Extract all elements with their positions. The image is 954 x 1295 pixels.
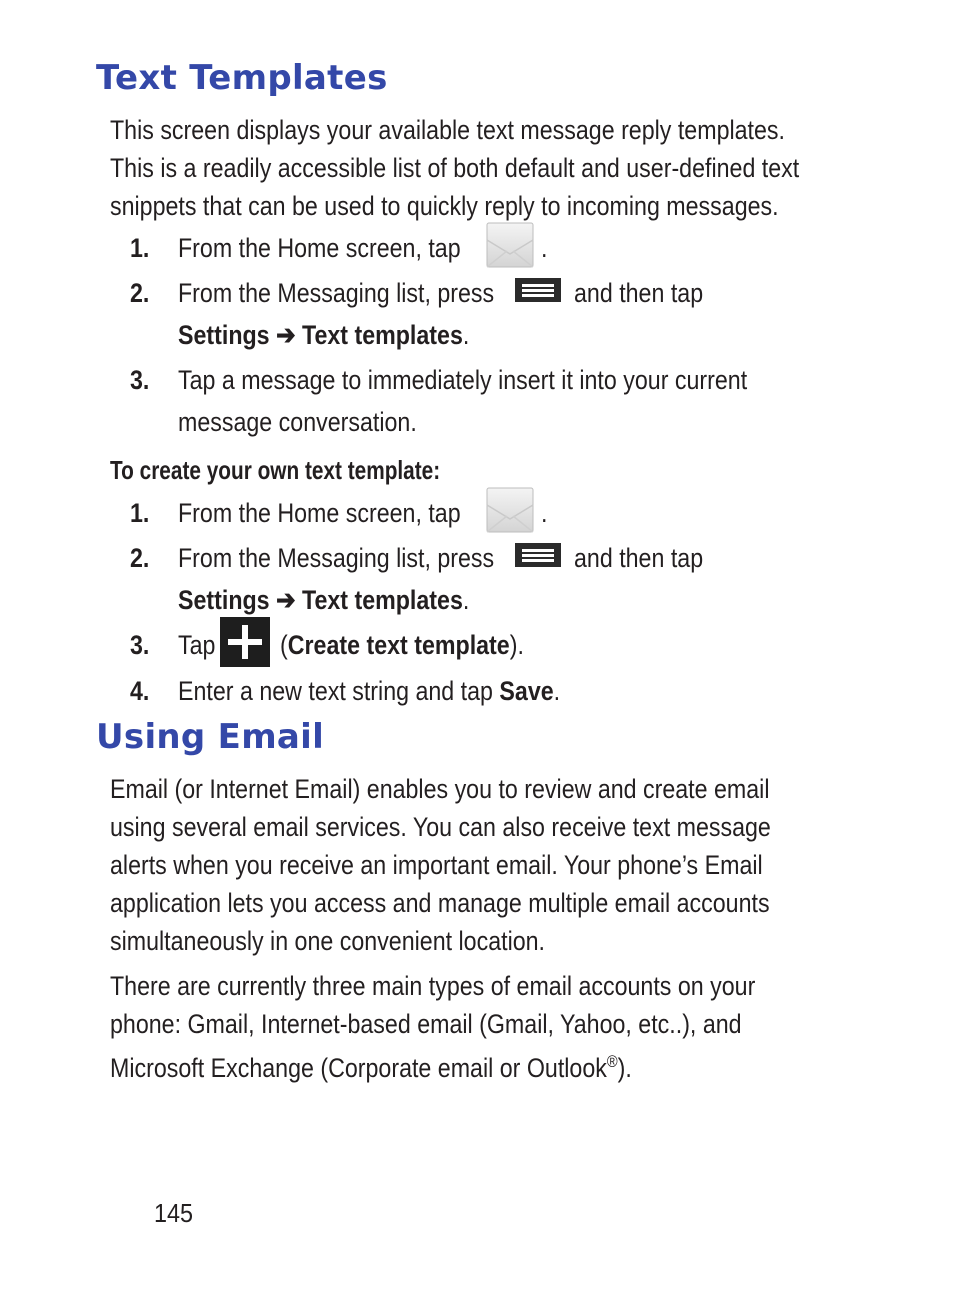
step-text: From the Home screen, tap — [178, 232, 461, 263]
step-text — [178, 676, 560, 707]
paren: ( — [279, 629, 288, 660]
step-text: Tap — [178, 629, 216, 660]
step-number: 3. — [130, 629, 150, 660]
intro-line: This screen displays your available text message reply templates. — [110, 115, 785, 145]
step-number: 2. — [130, 542, 150, 573]
step-text-end: . — [540, 232, 548, 263]
paragraph-line: application lets you access and manage multiple email accounts — [110, 888, 770, 918]
text-templates-label: Text templates — [301, 319, 463, 350]
step-number: 1. — [130, 497, 150, 528]
step-3-continued — [178, 402, 417, 442]
step-1 — [130, 228, 548, 268]
intro-paragraph — [110, 111, 799, 225]
email-paragraph-1 — [110, 770, 771, 960]
step-number: 4. — [130, 675, 150, 706]
paragraph-line — [110, 1043, 755, 1087]
step-text: Tap a message to immediately insert it into your current — [178, 364, 748, 395]
step-text-end: . — [462, 584, 470, 615]
step-3 — [130, 360, 840, 400]
step-text-end: and then tap — [573, 542, 703, 573]
settings-label: Settings — [178, 584, 270, 615]
paragraph-line: phone: Gmail, Internet-based email (Gmail, Yahoo, etc..), and — [110, 1009, 742, 1039]
step-2 — [130, 273, 724, 313]
plus-icon — [220, 617, 270, 674]
save-label: Save — [499, 675, 554, 706]
create-step-3 — [130, 625, 563, 665]
step-text: From the Messaging list, press — [178, 542, 495, 573]
settings-label: Settings — [178, 319, 270, 350]
paragraph-line: using several email services. You can also receive text message — [110, 812, 771, 842]
create-template-subheading: To create your own text template: — [110, 455, 441, 485]
create-text-template-label: Create text template — [287, 629, 510, 660]
step-text-end: and then tap — [573, 277, 703, 308]
step-number: 1. — [130, 232, 150, 263]
arrow-icon: ➔ — [276, 584, 296, 615]
paragraph-line: simultaneously in one convenient location. — [110, 926, 546, 956]
paragraph-line: Email (or Internet Email) enables you to review and create email — [110, 774, 770, 804]
menu-icon — [514, 277, 562, 310]
email-paragraph-2 — [110, 967, 755, 1087]
paragraph-text: Microsoft Exchange (Corporate email or Outlook — [110, 1053, 607, 1083]
intro-line: snippets that can be used to quickly reply to incoming messages. — [110, 191, 779, 221]
arrow-icon: ➔ — [276, 319, 296, 350]
paren: ). — [509, 629, 524, 660]
step-text: From the Messaging list, press — [178, 277, 495, 308]
step-text: message conversation. — [178, 406, 417, 437]
section-title-text-templates: Text Templates — [96, 58, 388, 98]
step-text-end: . — [540, 497, 548, 528]
create-step-1 — [130, 493, 548, 533]
envelope-icon — [485, 220, 535, 277]
section-title-using-email: Using Email — [96, 717, 325, 757]
page-number: 145 — [154, 1198, 194, 1228]
step-text-end: . — [462, 319, 470, 350]
create-step-2-continued — [178, 580, 469, 620]
step-number: 3. — [130, 364, 150, 395]
paragraph-line: alerts when you receive an important email. Your phone’s Email — [110, 850, 763, 880]
text-templates-label: Text templates — [301, 584, 463, 615]
create-step-2 — [130, 538, 724, 578]
create-template-label — [280, 630, 524, 661]
intro-line: This is a readily accessible list of both default and user-defined text — [110, 153, 800, 183]
registered-mark: ® — [606, 1052, 618, 1071]
create-step-4 — [130, 671, 622, 711]
step-text: From the Home screen, tap — [178, 497, 461, 528]
menu-icon — [514, 542, 562, 575]
paragraph-text-end: ). — [617, 1053, 632, 1083]
step-number: 2. — [130, 277, 150, 308]
paragraph-line: There are currently three main types of email accounts on your — [110, 971, 756, 1001]
step-2-continued — [178, 315, 469, 355]
step-text-end: . — [553, 675, 561, 706]
envelope-icon — [485, 485, 535, 542]
step-text-main: Enter a new text string and tap — [178, 675, 493, 706]
